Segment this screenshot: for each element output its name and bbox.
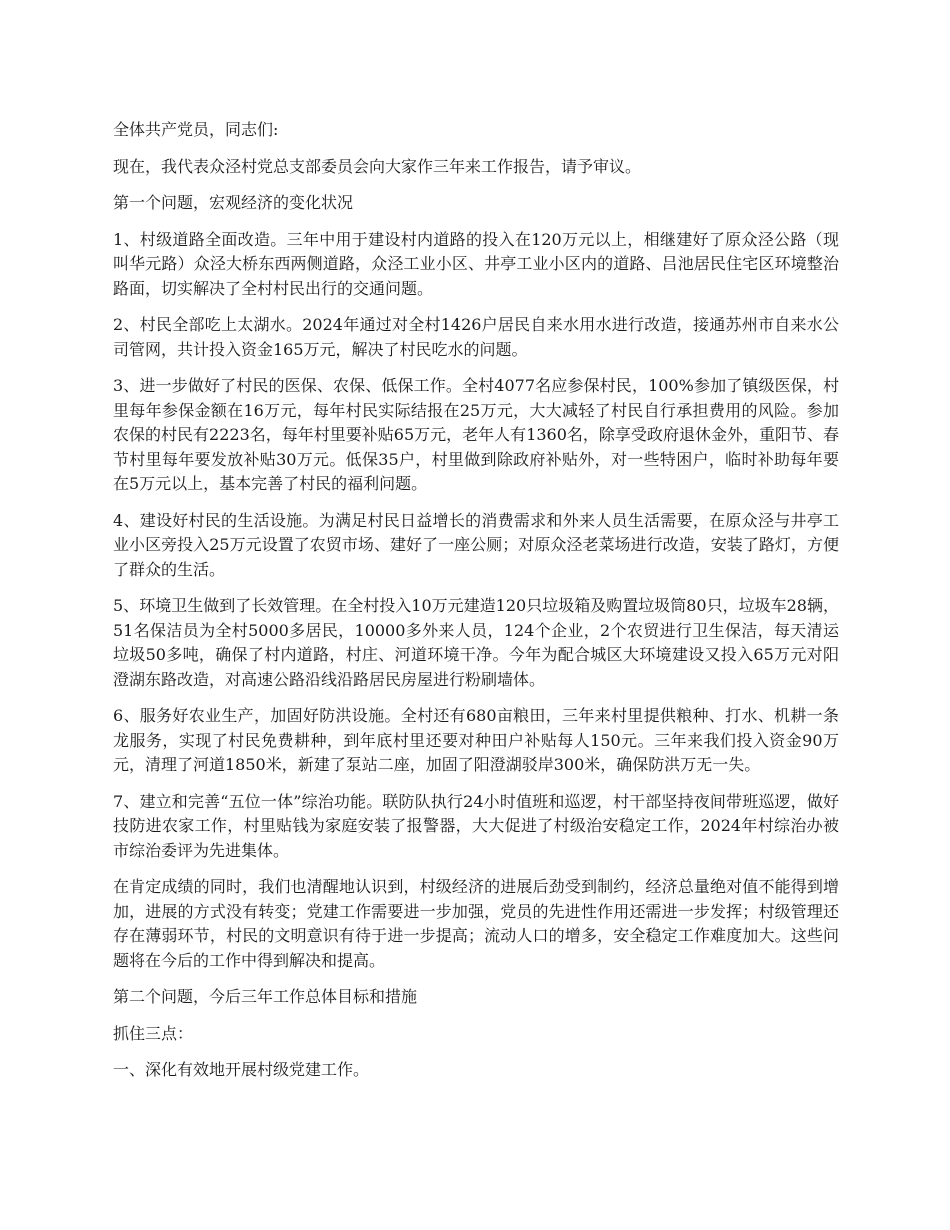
intro-paragraph: 现在，我代表众泾村党总支部委员会向大家作三年来工作报告，请予审议。 (113, 156, 642, 176)
item-sanitation: 5、环境卫生做到了长效管理。在全村投入10万元建造120只垃圾箱及购置垃圾筒80只，垃圾车28辆，51名保洁员为全村5000多居民，10000多外来人员，124个企业，2个农贸进行卫生保洁，每天清运垃圾50多吨，确保了村内道路，村庄、河道环境干净。今年为配合城区大环境建设又投入65万元对阳澄湖东路改造，对高速公路沿线沿路居民房屋进行粉刷墙体。 (113, 596, 839, 689)
point-one: 一、深化有效地开展村级党建工作。 (113, 1060, 370, 1079)
item-roads: 1、村级道路全面改造。三年中用于建设村内道路的投入在120万元以上，相继建好了原众泾公路（现叫华元路）众泾大桥东西两侧道路，众泾工业小区、井亭工业小区内的道路、吕池居民住宅区环境整治路面，切实解决了全村村民出行的交通问题。 (113, 229, 839, 298)
item-security: 7、建立和完善“五位一体”综治功能。联防队执行24小时值班和巡逻，村干部坚持夜间带班巡逻，做好技防进农家工作，村里贴钱为家庭安装了报警器，大大促进了村级治安稳定工作，2024年村综治办被市综治委评为先进集体。 (113, 791, 839, 860)
item-water: 2、村民全部吃上太湖水。2024年通过对全村1426户居民自来水用水进行改造，接通苏州市自来水公司管网，共计投入资金165万元，解决了村民吃水的问题。 (113, 315, 839, 359)
problems-paragraph: 在肯定成绩的同时，我们也清醒地认识到，村级经济的进展后劲受到制约，经济总量绝对值不能得到增加，进展的方式没有转变；党建工作需要进一步加强，党员的先进性作用还需进一步发挥；村级管理还存在薄弱环节，村民的文明意识有待于进一步提高；流动人口的增多，安全稳定工作难度加大。这些问题将在今后的工作中得到解决和提高。 (113, 877, 839, 970)
three-points-label: 抓住三点： (113, 1023, 194, 1043)
section-heading-1: 第一个问题，宏观经济的变化状况 (113, 193, 354, 212)
document-body (113, 118, 839, 1095)
item-agriculture: 6、服务好农业生产，加固好防洪设施。全村还有680亩粮田，三年来村里提供粮种、打水、机耕一条龙服务，实现了村民免费耕种，到年底村里还要对种田户补贴每人150元。三年来我们投入资金90万元，清理了河道1850米，新建了泵站二座，加固了阳澄湖驳岸300米，确保防洪万无一失。 (113, 706, 839, 774)
salutation: 全体共产党员，同志们: (113, 120, 279, 139)
item-facilities: 4、建设好村民的生活设施。为满足村民日益增长的消费需求和外来人员生活需要，在原众泾与井亭工业小区旁投入25万元设置了农贸市场、建好了一座公厕；对原众泾老菜场进行改造，安装了路灯，方便了群众的生活。 (113, 510, 839, 579)
section-heading-2: 第二个问题，今后三年工作总体目标和措施 (113, 987, 418, 1006)
item-insurance: 3、进一步做好了村民的医保、农保、低保工作。全村4077名应参保村民，100%参加了镇级医保，村里每年参保金额在16万元，每年村民实际结报在25万元，大大减轻了村民自行承担费用的风险。参加农保的村民有2223名，每年村里要补贴65万元，老年人有1360名，除享受政府退休金外，重阳节、春节村里每年要发放补贴30万元。低保35户，村里做到除政府补贴外，对一些特困户，临时补助每年要在5万元以上，基本完善了村民的福利问题。 (113, 376, 839, 493)
